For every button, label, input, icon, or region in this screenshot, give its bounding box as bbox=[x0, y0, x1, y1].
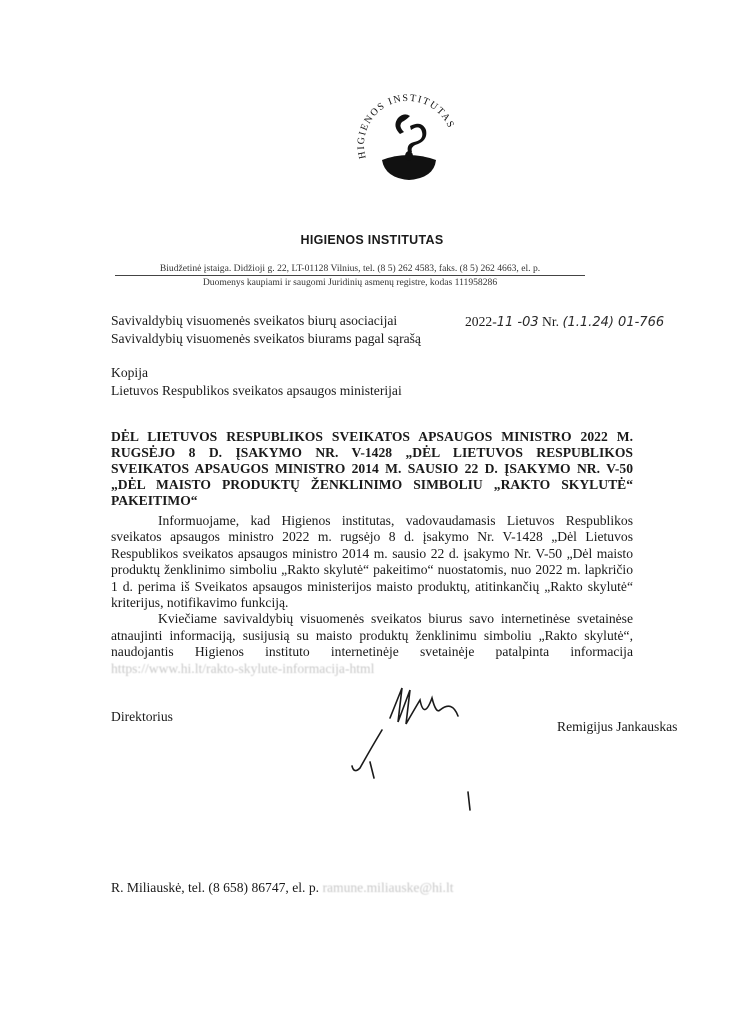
reg-date-prefix: 2022- bbox=[465, 314, 497, 329]
institution-contacts-line1: Biudžetinė įstaiga. Didžioji g. 22, LT-01128 Vilnius, tel. (8 5) 262 4583, faks. (8 5) 262 4663, el. p. bbox=[159, 263, 541, 274]
hygieia-bowl-serpent-icon bbox=[382, 114, 436, 180]
recipient-line-2: Savivaldybių visuomenės sveikatos biurams pagal sąrašą bbox=[111, 330, 421, 346]
svg-text:HIGIENOS INSTITUTAS bbox=[356, 93, 457, 160]
body-paragraph-2-text: Kviečiame savivaldybių visuomenės sveikatos biurus savo internetinėse svetainėse atnaujinti informaciją, susijusią su maisto produktų ženklinimu simboliu „Rakto skylutė“, naudojantis Higienos instituto internetinėje svetainėje patalpinta informacija bbox=[111, 611, 633, 660]
reg-nr-handwritten-num: 766 bbox=[639, 315, 665, 330]
reg-nr-label: Nr. bbox=[538, 314, 563, 329]
redacted-email: ramune.miliauske@hi.lt bbox=[322, 880, 454, 895]
copy-recipient: Lietuvos Respublikos sveikatos apsaugos ministerijai bbox=[111, 382, 402, 398]
signoff-title: Direktorius bbox=[111, 709, 173, 724]
contact-text: R. Miliauskė, tel. (8 658) 86747, el. p. bbox=[111, 880, 323, 895]
letter-body bbox=[111, 513, 633, 677]
copy-label: Kopija bbox=[111, 365, 148, 380]
institution-contacts-line2: Duomenys kaupiami ir saugomi Juridinių asmenų registre, kodas 111958286 bbox=[202, 277, 498, 288]
copy-block bbox=[111, 364, 402, 399]
letter-heading: DĖL LIETUVOS RESPUBLIKOS SVEIKATOS APSAUGOS MINISTRO 2022 M. RUGSĖJO 8 D. ĮSAKYMO NR. V-1428 „DĖL LIETUVOS RESPUBLIKOS SVEIKATOS APSAUGOS MINISTRO 2014 M. SAUSIO 22 D. ĮSAKYMO NR. V-50 „DĖL MAISTO PRODUKTŲ ŽENKLINIMO SIMBOLIU „RAKTO SKYLUTĖ“ PAKEITIMO“ bbox=[111, 429, 633, 508]
logo-arc-text: HIGIENOS INSTITUTAS bbox=[355, 92, 457, 160]
registration-number bbox=[465, 314, 664, 330]
body-paragraph-2 bbox=[111, 611, 633, 677]
handwritten-signature bbox=[340, 670, 500, 820]
redacted-link: https://www.hi.lt/rakto-skylute-informacija-html bbox=[111, 660, 375, 676]
reg-nr-handwritten: (1.1.24) 01- bbox=[562, 315, 640, 330]
reg-date-handwritten: 11 -03 bbox=[496, 315, 539, 330]
contact-line bbox=[111, 880, 454, 896]
recipient-line-1: Savivaldybių visuomenės sveikatos biurų asociacijai bbox=[111, 313, 398, 328]
recipients-block bbox=[111, 312, 421, 347]
institution-contacts bbox=[110, 262, 590, 289]
body-paragraph-1: Informuojame, kad Higienos institutas, vadovaudamasis Lietuvos Respublikos sveikatos apsaugos ministro 2022 m. rugsėjo 8 d. įsakymo Nr. V-1428 „Dėl Lietuvos Respublikos sveikatos apsaugos ministro 2014 m. sausio 22 d. įsakymo Nr. V-50 „Dėl maisto produktų ženklinimo simboliu „Rakto skylutė“ pakeitimo“ nuostatomis, nuo 2022 m. lapkričio 1 d. perima iš Sveikatos apsaugos ministerijos maisto produktų, atitinkančių „Rakto skylutė“ kriterijus, notifikavimo funkciją. bbox=[111, 513, 633, 611]
signer-name: Remigijus Jankauskas bbox=[557, 719, 678, 734]
institution-name: HIGIENOS INSTITUTAS bbox=[300, 233, 444, 247]
institute-logo bbox=[348, 80, 468, 190]
